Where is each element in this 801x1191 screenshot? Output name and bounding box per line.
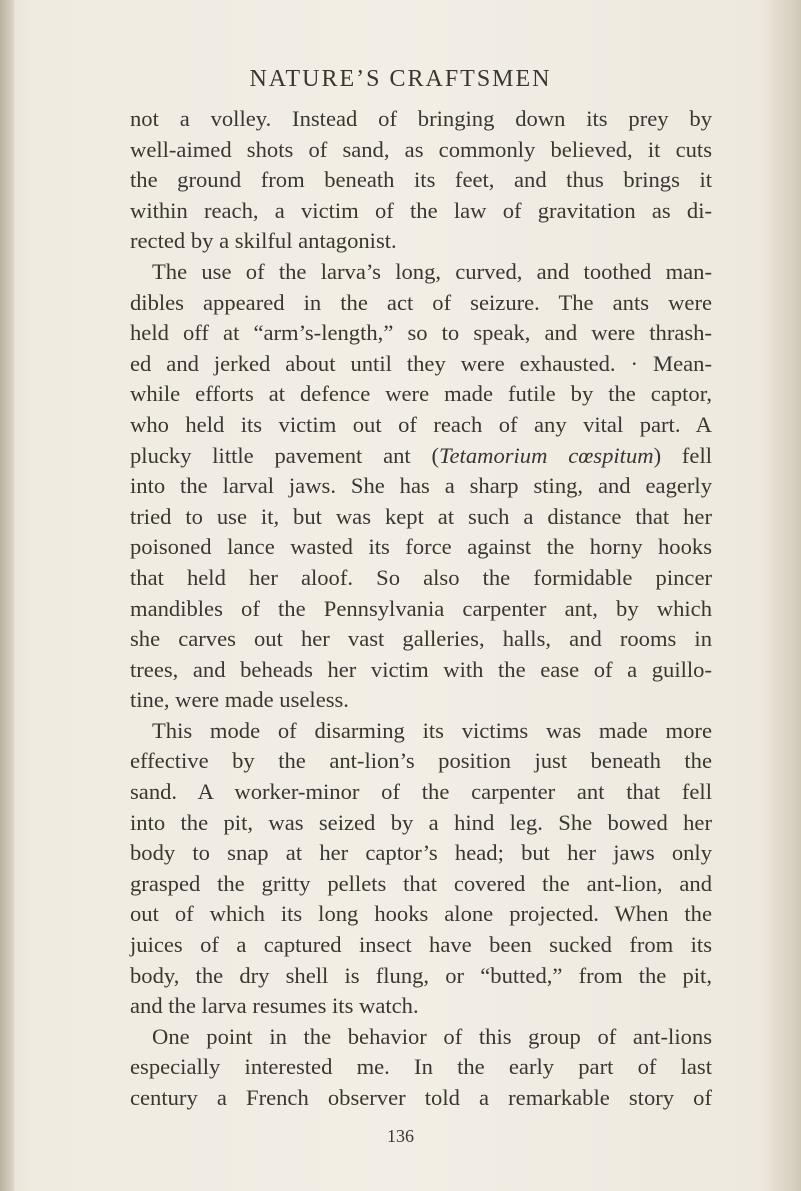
text-line: effective by the ant-lion’s position just beneath the — [130, 748, 712, 774]
text-line: sand. A worker-minor of the carpenter ant that fell — [130, 779, 712, 805]
text-line: who held its victim out of reach of any vital part. A — [130, 411, 712, 437]
text-line: into the larval jaws. She has a sharp sting, and eagerly — [130, 473, 712, 499]
text-line: body, the dry shell is flung, or “butted,” from the pit, — [130, 962, 712, 988]
text-line: This mode of disarming its victims was made more — [152, 717, 712, 743]
text-line: and the larva resumes its watch. — [130, 993, 419, 1019]
text-line: rected by a skilful antagonist. — [130, 228, 397, 254]
text-line: poisoned lance wasted its force against the horny hooks — [130, 534, 712, 560]
text-line: tine, were made useless. — [130, 687, 349, 713]
text-line: within reach, a victim of the law of gravitation as di- — [130, 197, 712, 223]
text-line: body to snap at her captor’s head; but her jaws only — [130, 840, 712, 866]
text-line: ed and jerked about until they were exhausted. · Mean- — [130, 350, 712, 376]
text-line: especially interested me. In the early part of last — [130, 1054, 712, 1080]
text-line: not a volley. Instead of bringing down its prey by — [130, 106, 712, 131]
paragraph — [130, 716, 712, 1022]
running-head: NATURE’S CRAFTSMEN — [249, 66, 552, 92]
text-line: plucky little pavement ant (Tetamorium cœspitum) fell — [130, 442, 712, 468]
paragraph — [130, 257, 712, 716]
text-line: out of which its long hooks alone projected. When the — [130, 901, 712, 927]
scientific-name: Tetamorium cœspitum — [439, 442, 654, 468]
paragraph — [130, 1022, 712, 1114]
text-line: One point in the behavior of this group of ant-lions — [152, 1023, 712, 1049]
text-line: The use of the larva’s long, curved, and toothed man- — [152, 258, 712, 284]
body-text — [130, 104, 712, 1114]
text-line: tried to use it, but was kept at such a distance that her — [130, 503, 712, 529]
text-line: mandibles of the Pennsylvania carpenter ant, by which — [130, 595, 712, 621]
text-line: dibles appeared in the act of seizure. The ants were — [130, 289, 712, 315]
text-line: century a French observer told a remarkable story of — [130, 1085, 712, 1110]
text-line: grasped the gritty pellets that covered the ant-lion, and — [130, 870, 712, 896]
text-line: well-aimed shots of sand, as commonly believed, it cuts — [130, 136, 712, 162]
text-line: trees, and beheads her victim with the ease of a guillo- — [130, 656, 712, 682]
text-line: she carves out her vast galleries, halls, and rooms in — [130, 626, 712, 652]
text-line: into the pit, was seized by a hind leg. She bowed her — [130, 809, 712, 835]
page-gutter-edge — [0, 0, 14, 1191]
text-line: while efforts at defence were made futile by the captor, — [130, 381, 712, 407]
text-line: held off at “arm’s-length,” so to speak, and were thrash- — [130, 320, 712, 346]
paragraph — [130, 104, 712, 257]
text-line: the ground from beneath its feet, and thus brings it — [130, 167, 712, 193]
text-line: that held her aloof. So also the formidable pincer — [130, 564, 712, 590]
text-line: juices of a captured insect have been sucked from its — [130, 932, 712, 958]
page-number: 136 — [387, 1126, 414, 1146]
